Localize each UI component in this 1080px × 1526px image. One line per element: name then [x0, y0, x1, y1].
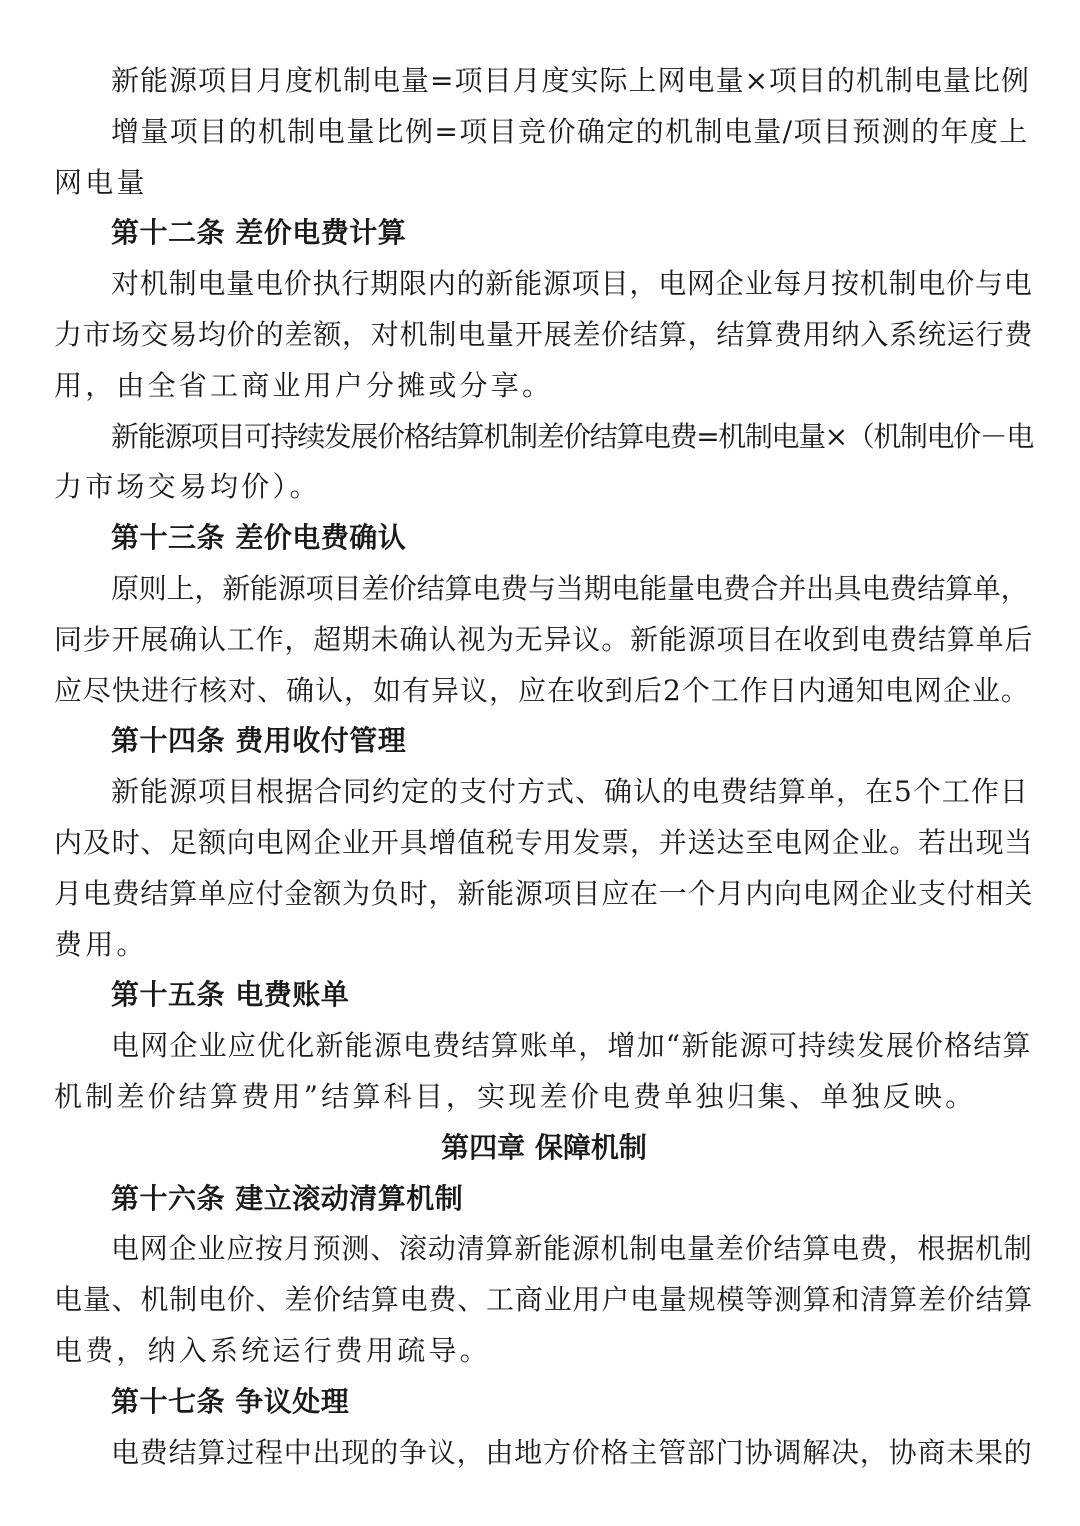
paragraph-line: 电量、机制电价、差价结算电费、工商业用户电量规模等测算和清算差价结算	[54, 1283, 1034, 1317]
paragraph-line: 新能源项目月度机制电量=项目月度实际上网电量×项目的机制电量比例	[111, 64, 1030, 97]
document-page	[54, 56, 1034, 1478]
paragraph-line: 力市场交易均价）。	[54, 470, 321, 504]
paragraph-line: 原则上，新能源项目差价结算电费与当期电能量电费合并出具电费结算单，	[111, 571, 1029, 605]
paragraph-line: 电网企业应优化新能源电费结算账单，增加“新能源可持续发展价格结算	[111, 1029, 1032, 1063]
paragraph-line: 网电量	[54, 165, 148, 199]
paragraph-line: 费用。	[54, 927, 148, 961]
paragraph-line: 新能源项目可持续发展价格结算机制差价结算电费=机制电量×（机制电价－电	[111, 419, 1033, 453]
paragraph-line: 新能源项目根据合同约定的支付方式、确认的电费结算单，在5个工作日	[111, 775, 1029, 809]
article-heading: 第十二条 差价电费计算	[111, 216, 407, 250]
paragraph-line: 电费结算过程中出现的争议，由地方价格主管部门协调解决，协商未果的	[111, 1435, 1033, 1469]
article-heading: 第十六条 建立滚动清算机制	[111, 1181, 464, 1215]
paragraph-line: 机制差价结算费用”结算科目，实现差价电费单独归集、单独反映。	[54, 1079, 977, 1113]
paragraph-line: 电网企业应按月预测、滚动清算新能源机制电量差价结算电费，根据机制	[111, 1232, 1033, 1266]
paragraph-line: 对机制电量电价执行期限内的新能源项目，电网企业每月按机制电价与电	[111, 267, 1033, 301]
chapter-title: 第四章 保障机制	[441, 1130, 647, 1164]
paragraph-line: 月电费结算单应付金额为负时，新能源项目应在一个月内向电网企业支付相关	[54, 876, 1034, 910]
article-heading: 第十四条 费用收付管理	[111, 724, 407, 758]
paragraph-line: 应尽快进行核对、确认，如有异议，应在收到后2个工作日内通知电网企业。	[54, 673, 1030, 707]
article-heading: 第十三条 差价电费确认	[111, 521, 407, 555]
paragraph-line: 力市场交易均价的差额，对机制电量开展差价结算，结算费用纳入系统运行费	[54, 317, 1034, 351]
paragraph-line: 用，由全省工商业用户分摊或分享。	[54, 368, 554, 402]
article-heading: 第十七条 争议处理	[111, 1384, 350, 1418]
paragraph-line: 内及时、足额向电网企业开具增值税专用发票，并送达至电网企业。若出现当	[54, 825, 1034, 859]
paragraph-line: 同步开展确认工作，超期未确认视为无异议。新能源项目在收到电费结算单后	[54, 622, 1034, 656]
paragraph-line: 电费，纳入系统运行费用疏导。	[54, 1333, 491, 1367]
article-heading: 第十五条 电费账单	[111, 978, 350, 1012]
paragraph-line: 增量项目的机制电量比例=项目竞价确定的机制电量/项目预测的年度上	[111, 114, 1029, 148]
